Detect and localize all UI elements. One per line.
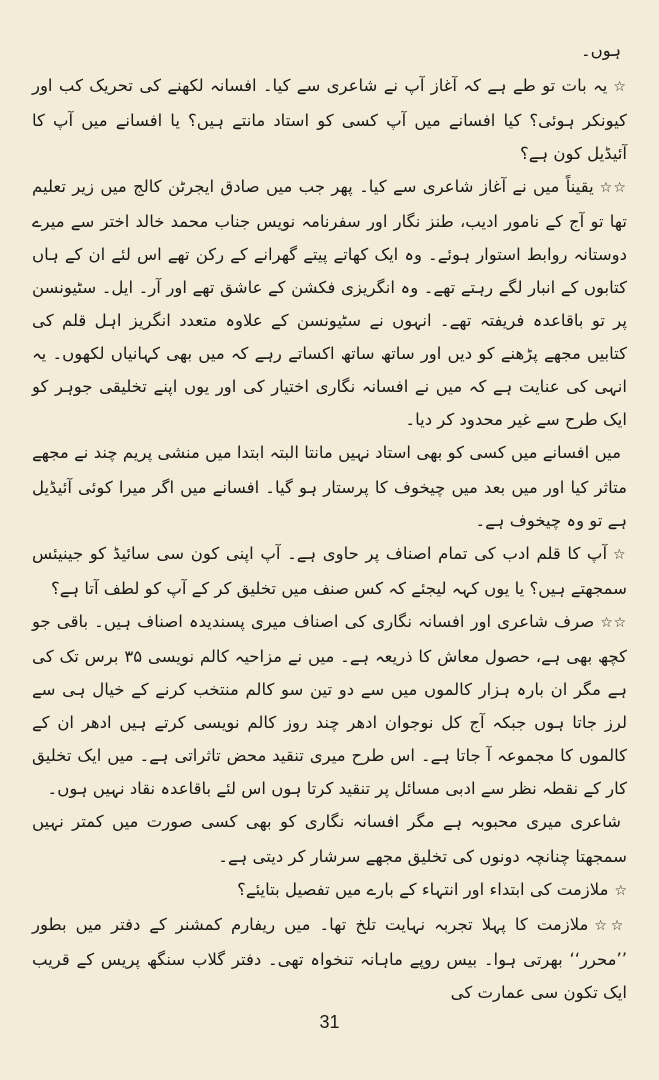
answer-paragraph bbox=[32, 170, 627, 436]
paragraph-text: ہوں۔ bbox=[581, 41, 621, 60]
paragraph-text: صرف شاعری اور افسانہ نگاری کی اصناف میری پسندیدہ اصناف ہیں۔ باقی جو کچھ بھی ہے، حصول معاش کا ذریعہ ہے۔ میں نے مزاحیہ کالم نویسی ۳۵ برس تک کی ہے مگر ان بارہ ہزار کالموں میں سے دو تین سو کالم منتخب کرنے کے خیال ہی سے لرز جاتا ہوں جبکہ آج کل نوجوان ادھر چند روز کالم نویسی کرتے ہیں ادھر ان کے کالموں کا مجموعہ آ جاتا ہے۔ اس طرح میری تنقید محض تاثراتی ہے۔ میں ایک تخلیق کار کے نقطہ نظر سے ادبی مسائل پر تنقید کرتا ہوں اس لئے باقاعدہ نقاد نہیں ہوں۔ bbox=[32, 612, 627, 798]
paragraph-text: آپ کا قلم ادب کی تمام اصناف پر حاوی ہے۔ آپ اپنی کون سی سائیڈ کو جینیئس سمجھتے ہیں؟ یا یوں کہہ لیجئے کہ کس صنف میں تخلیق کر کے آپ کو لطف آتا ہے؟ bbox=[32, 544, 627, 598]
double-star-icon: ☆☆ bbox=[600, 615, 627, 631]
question-paragraph bbox=[32, 69, 627, 170]
paragraph-text: شاعری میری محبوبہ ہے مگر افسانہ نگاری کو بھی کسی صورت میں کمتر نہیں سمجھتا چنانچہ دونوں کی تخلیق مجھے سرشار کر دیتی ہے۔ bbox=[32, 812, 627, 866]
paragraph-text: ملازمت کا پہلا تجربہ نہایت تلخ تھا۔ میں ریفارم کمشنر کے دفتر میں بطور ’’محرر‘‘ بھرتی ہوا۔ بیس روپے ماہانہ تنخواہ تھی۔ دفتر گلاب سنگھ پریس کے قریب ایک تکون سی عمارت کی bbox=[32, 915, 627, 1002]
paragraph-text: یہ بات تو طے ہے کہ آغاز آپ نے شاعری سے کیا۔ افسانہ لکھنے کی تحریک کب اور کیونکر ہوئی؟ کیا افسانے میں آپ کسی کو استاد مانتے ہیں؟ یا افسانے میں آپ کا آئیڈیل کون ہے؟ bbox=[32, 76, 627, 163]
answer-paragraph bbox=[32, 605, 627, 805]
page-number: 31 bbox=[319, 1012, 340, 1032]
star-icon: ☆ bbox=[613, 79, 627, 95]
page-body-text bbox=[32, 34, 627, 1009]
question-paragraph bbox=[32, 537, 627, 605]
answer-paragraph bbox=[32, 908, 627, 1009]
paragraph-text: ملازمت کی ابتداء اور انتہاء کے بارے میں تفصیل بتایئے؟ bbox=[237, 880, 609, 899]
paragraph bbox=[32, 436, 627, 537]
paragraph bbox=[32, 34, 627, 69]
star-icon: ☆ bbox=[613, 547, 627, 563]
paragraph-text: یقیناً میں نے آغاز شاعری سے کیا۔ پھر جب میں صادق ایجرٹن کالج میں زیر تعلیم تھا تو آج کے نامور ادیب، طنز نگار اور سفرنامہ نویس جناب محمد خالد اختر سے میرے دوستانہ روابط استوار ہوئے۔ وہ ایک کھاتے پیتے گھرانے کے رکن تھے اس لئے ان کے ہاں کتابوں کے انبار لگے رہتے تھے۔ وہ انگریزی فکشن کے عاشق تھے اور آر۔ ایل۔ سٹیونسن پر تو باقاعدہ فریفتہ تھے۔ انہوں نے سٹیونسن کے علاوہ متعدد انگریز اہل قلم کی کتابیں مجھے پڑھنے کو دیں اور ساتھ ساتھ اکساتے رہے کہ میں بھی کہانیاں لکھوں۔ یہ انہی کی عنایت ہے کہ میں نے افسانہ نگاری اختیار کی اور یوں اپنے تخلیقی جوہر کو ایک طرح سے غیر محدود کر دیا۔ bbox=[32, 177, 627, 429]
paragraph-text: میں افسانے میں کسی کو بھی استاد نہیں مانتا البتہ ابتدا میں منشی پریم چند نے مجھے متاثر کیا اور میں بعد میں چیخوف کا پرستار ہو گیا۔ افسانے میں اگر میرا کوئی آئیڈیل ہے تو وہ چیخوف ہے۔ bbox=[32, 443, 627, 530]
paragraph bbox=[32, 805, 627, 873]
double-star-icon: ☆☆ bbox=[599, 180, 627, 196]
question-paragraph bbox=[32, 873, 627, 908]
double-star-icon: ☆☆ bbox=[594, 918, 627, 934]
star-icon: ☆ bbox=[614, 883, 627, 899]
